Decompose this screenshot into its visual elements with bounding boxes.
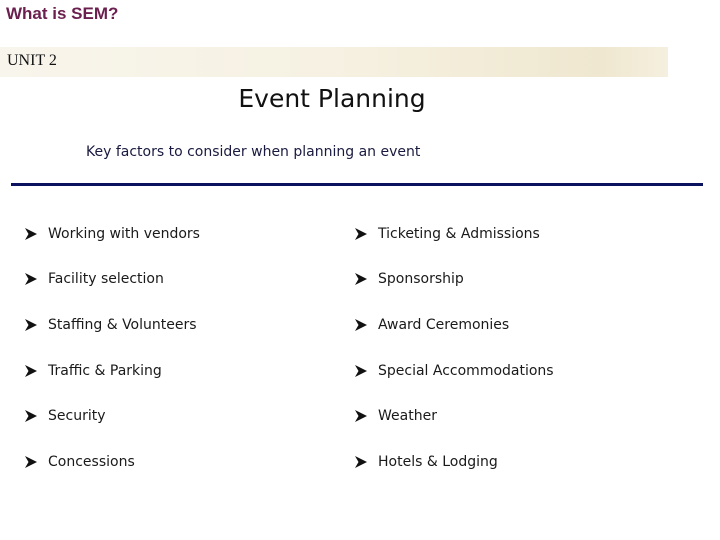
factor-label: Security — [48, 408, 106, 424]
factor-item — [24, 454, 135, 470]
arrowhead-bullet-icon — [354, 364, 368, 378]
factor-label: Ticketing & Admissions — [378, 226, 540, 242]
factor-item — [24, 363, 162, 379]
arrowhead-bullet-icon — [354, 455, 368, 469]
arrowhead-bullet-icon — [24, 409, 38, 423]
divider-rule — [11, 183, 703, 186]
factor-item — [354, 408, 437, 424]
factor-label: Sponsorship — [378, 271, 464, 287]
factor-label: Special Accommodations — [378, 363, 554, 379]
factor-item — [354, 454, 498, 470]
factor-label: Staffing & Volunteers — [48, 317, 197, 333]
arrowhead-bullet-icon — [24, 455, 38, 469]
header-title: What is SEM? — [6, 4, 119, 23]
factor-item — [24, 408, 106, 424]
factor-label: Hotels & Lodging — [378, 454, 498, 470]
arrowhead-bullet-icon — [24, 227, 38, 241]
factor-item — [24, 271, 164, 287]
factor-item — [354, 226, 540, 242]
factor-label: Working with vendors — [48, 226, 200, 242]
arrowhead-bullet-icon — [24, 272, 38, 286]
factor-label: Traffic & Parking — [48, 363, 162, 379]
arrowhead-bullet-icon — [24, 318, 38, 332]
unit-label: UNIT 2 — [7, 52, 57, 69]
arrowhead-bullet-icon — [354, 318, 368, 332]
factor-label: Facility selection — [48, 271, 164, 287]
arrowhead-bullet-icon — [354, 227, 368, 241]
slide-title: Event Planning — [238, 84, 426, 113]
factor-label: Weather — [378, 408, 437, 424]
arrowhead-bullet-icon — [24, 364, 38, 378]
factor-item — [354, 317, 509, 333]
factor-label: Concessions — [48, 454, 135, 470]
arrowhead-bullet-icon — [354, 272, 368, 286]
unit-band — [0, 47, 668, 77]
factor-item — [24, 317, 197, 333]
slide-subtitle: Key factors to consider when planning an event — [86, 144, 421, 160]
arrowhead-bullet-icon — [354, 409, 368, 423]
factor-item — [354, 363, 554, 379]
factor-label: Award Ceremonies — [378, 317, 510, 333]
factor-item — [354, 271, 464, 287]
factor-item — [24, 226, 200, 242]
